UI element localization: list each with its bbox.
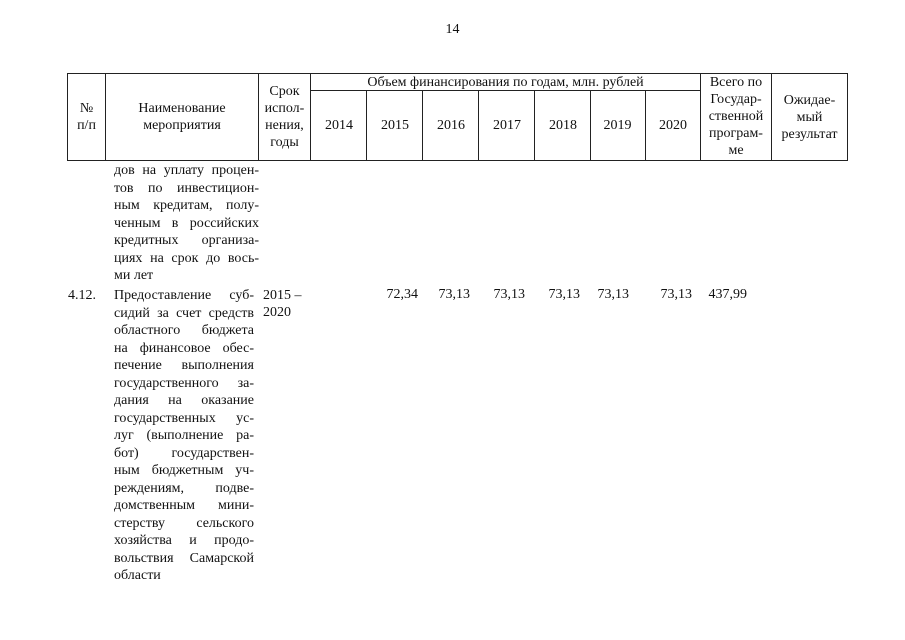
row-412-value-2020: 73,13 [660, 287, 692, 302]
header-year-2018: 2018 [549, 118, 577, 133]
row-412-total: 437,99 [708, 287, 747, 302]
header-total: Всего по Государ- ственной програм- ме [708, 75, 764, 158]
page-number: 14 [445, 22, 460, 37]
header-year-2015: 2015 [381, 118, 409, 133]
header-year-2016: 2016 [437, 118, 465, 133]
header-name: Наименование мероприятия [138, 101, 226, 133]
header-num: № п/п [77, 101, 96, 133]
row-412-value-2018: 73,13 [548, 287, 580, 302]
row-412-description: Предоставление суб- сидий за счет средств областного бюджета на финансовое обес- печение выполнения государственного за- дания на оказание государственных ус- луг (выполнение ра- бот) государствен- ным бюджетным уч- реждениям, подве- домственным мини- стерству сельского хозяйства и продо- вольствия Самарской области [114, 288, 254, 583]
row-412-value-2019: 73,13 [597, 287, 629, 302]
continuation-description: дов на уплату процен- тов по инвестицион- ным кредитам, полу- ченным в российских кредитных организа- циях на срок до вось- ми лет [114, 163, 259, 283]
header-year-2020: 2020 [659, 118, 687, 133]
header-result: Ожидае- мый результат [781, 93, 838, 142]
header-year-2017: 2017 [493, 118, 521, 133]
header-year-2019: 2019 [603, 118, 632, 133]
header-funding-title: Объем финансирования по годам, млн. рублей [367, 75, 644, 90]
row-412-number: 4.12. [68, 288, 96, 303]
row-412-value-2016: 73,13 [438, 287, 470, 302]
row-412-value-2015: 72,34 [386, 287, 418, 302]
row-412-term: 2015 – 2020 [263, 288, 302, 320]
header-year-2014: 2014 [325, 118, 353, 133]
header-term: Срок испол- нения, годы [264, 84, 305, 150]
row-412-value-2017: 73,13 [493, 287, 525, 302]
